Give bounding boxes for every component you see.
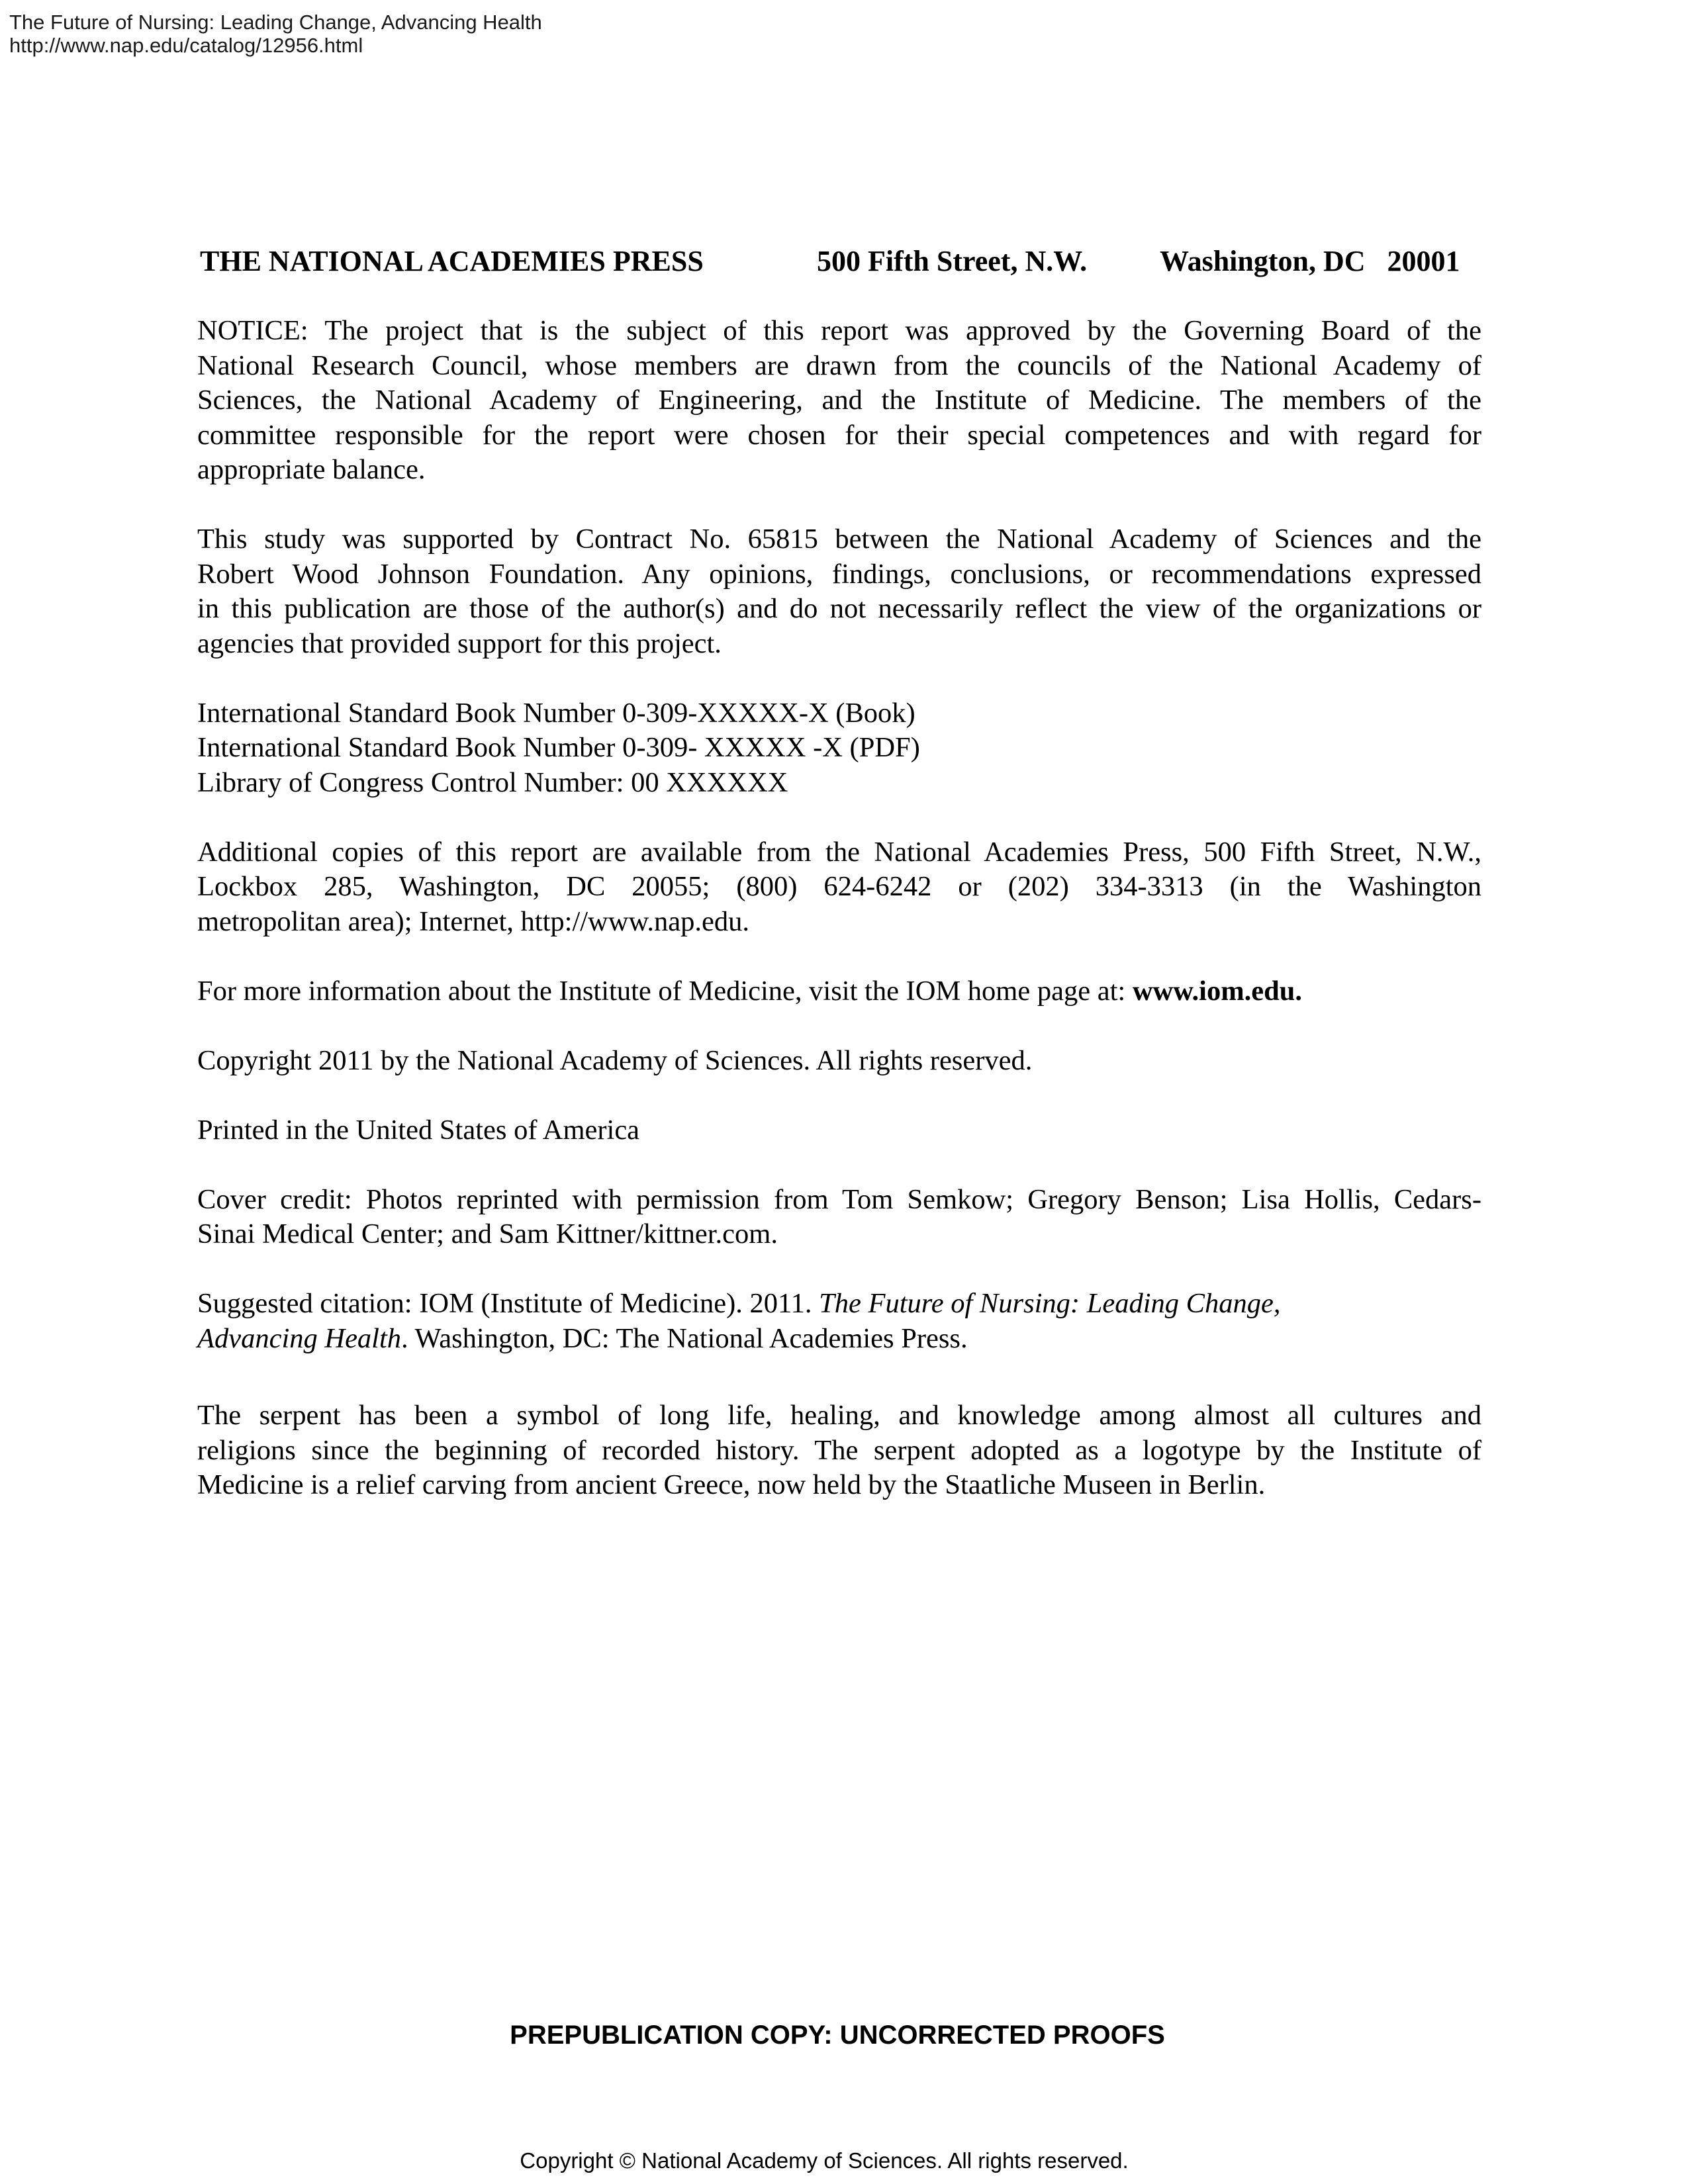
copyright-page-body [197,314,1481,1537]
identifiers-block [197,696,1481,801]
running-head [9,11,542,57]
citation-title: The Future of Nursing: Leading Change, [819,1288,1281,1319]
serpent-logotype-paragraph: The serpent has been a symbol of long life, healing, and knowledge among almost all cultures and religions since the beginning of recorded history. The serpent adopted as a logotype by the Institute of Medicine is a relief carving from ancient Greece, now held by the Staatliche Museen in Berlin. [197,1400,1481,1500]
isbn-book: International Standard Book Number 0-309-XXXXX-X (Book) [197,697,915,729]
catalog-url[interactable]: http://www.nap.edu/catalog/12956.html [9,34,363,57]
publisher-street: 500 Fifth Street, N.W. [817,245,1088,277]
citation-title-continued: Advancing Health [197,1322,402,1354]
publisher-name: THE NATIONAL ACADEMIES PRESS [200,245,704,277]
printed-statement: Printed in the United States of America [197,1114,640,1146]
isbn-pdf: International Standard Book Number 0-309- XXXXX -X (PDF) [197,732,920,763]
document-title: The Future of Nursing: Leading Change, Advancing Health [9,11,542,34]
lccn: Library of Congress Control Number: 00 XXXXXX [197,766,788,798]
iom-website-link[interactable]: www.iom.edu. [1132,975,1303,1007]
cover-credit-paragraph: Cover credit: Photos reprinted with permission from Tom Semkow; Gregory Benson; Lisa Hollis, Cedars- Sinai Medical Center; and Sam Kittner/kittner.com. [197,1183,1481,1250]
funding-paragraph: This study was supported by Contract No. 65815 between the National Academy of Sciences and the Robert Wood Johnson Foundation. Any opinions, findings, conclusions, or recommendations expressed in this publication are those of the author(s) and do not necessarily reflect the view of the organizations or agencies that provided support for this project. [197,523,1481,659]
additional-copies-paragraph: Additional copies of this report are available from the National Academies Press, 500 Fifth Street, N.W., Lockbox 285, Washington, DC 20055; (800) 624-6242 or (202) 334-3313 (in the Washington metropolitan area); Internet, http://www.nap.edu. [197,836,1481,937]
copyright-statement: Copyright 2011 by the National Academy of Sciences. All rights reserved. [197,1044,1033,1076]
prepublication-notice: PREPUBLICATION COPY: UNCORRECTED PROOFS [510,2021,1165,2050]
notice-paragraph: NOTICE: The project that is the subject of this report was approved by the Governing Board of the National Research Council, whose members are drawn from the councils of the National Academy of Sciences, the National Academy of Engineering, and the Institute of Medicine. The members of the committee responsible for the report were chosen for their special competences and with regard for appropriate balance. [197,315,1481,485]
suggested-citation: Suggested citation: IOM (Institute of Medicine). 2011. The Future of Nursing: Leading Change, Advancing Health. Washington, DC: The National Academies Press. [197,1288,1281,1354]
footer-copyright: Copyright © National Academy of Sciences. All rights reserved. [520,2148,1129,2173]
more-info-paragraph: For more information about the Institute of Medicine, visit the IOM home page at: www.iom.edu. [197,975,1303,1007]
publisher-city: Washington, DC 20001 [1160,245,1460,277]
